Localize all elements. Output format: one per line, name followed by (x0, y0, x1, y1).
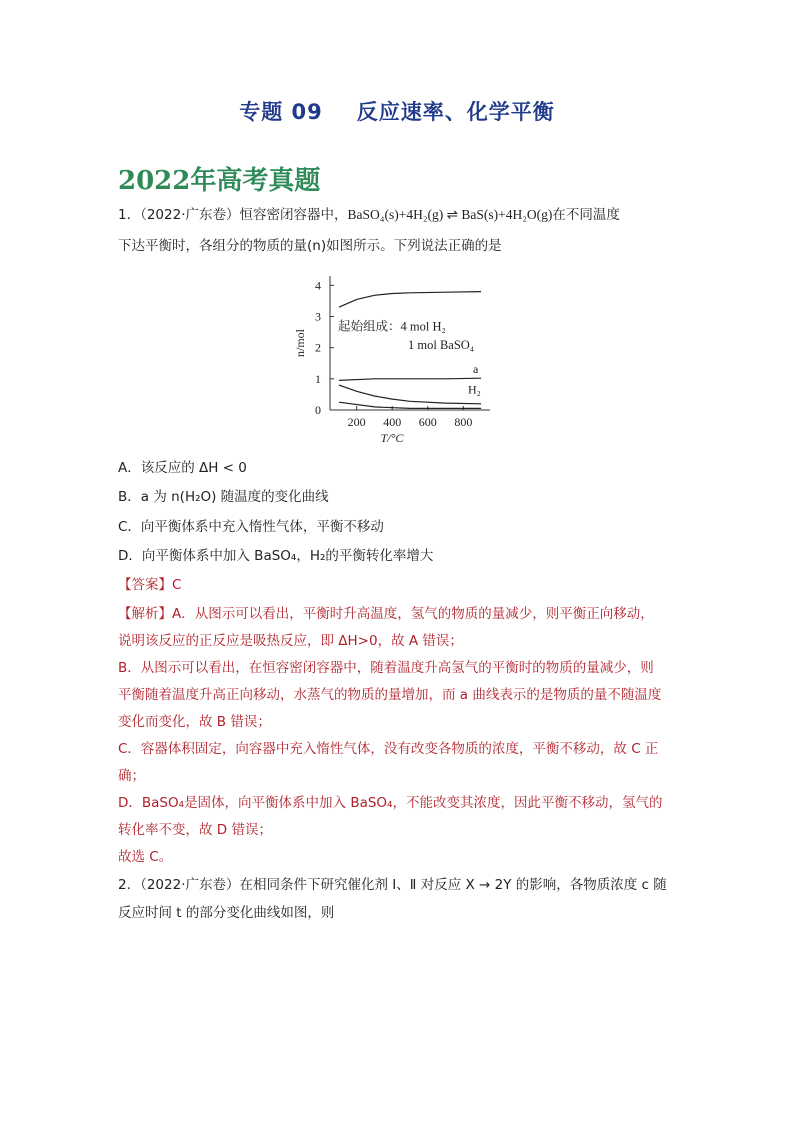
answer-value: C (172, 577, 182, 593)
x-tick-label: 400 (383, 415, 402, 429)
series-line-2 (339, 378, 481, 380)
y-tick-label: 4 (315, 278, 321, 293)
y-tick-label: 3 (315, 309, 321, 324)
x-tick-label: 800 (454, 415, 473, 429)
equilibrium-chart (290, 268, 510, 458)
q1-analysis-line-9: 转化率不变，故 D 错误； (118, 822, 272, 838)
chart-annotation-line-2: 1 mol BaSO₄ (408, 338, 475, 353)
title-topic-number: 专题 09 (239, 100, 323, 124)
q1-stem-suffix: 在不同温度 (552, 207, 620, 223)
q1-analysis-line-1 (118, 604, 654, 624)
y-tick-label: 0 (315, 403, 321, 417)
analysis-tag: 【解析】 (118, 606, 172, 622)
answer-tag: 【答案】 (118, 577, 172, 593)
q1-analysis-line-2: 说明该反应的正反应是吸热反应，即 ΔH>0，故 A 错误； (118, 633, 463, 649)
q1-analysis-line-3: B．从图示可以看出，在恒容密闭容器中，随着温度升高氢气的平衡时的物质的量减少，则 (118, 660, 654, 676)
page-title (0, 96, 794, 126)
q1-analysis-line-8: D．BaSO₄是固体，向平衡体系中加入 BaSO₄，不能改变其浓度，因此平衡不移动，氢气的 (118, 795, 663, 811)
q1-equation: BaSO₄(s)+4H₂(g) ⇌ BaS(s)+4H₂O(g) (347, 207, 553, 222)
series-line-1 (339, 292, 481, 308)
x-tick-label: 200 (347, 415, 366, 429)
q1-analysis-line-10: 故选 C。 (118, 849, 173, 865)
q2-stem-line-1: 2．（2022·广东卷）在相同条件下研究催化剂 Ⅰ、Ⅱ 对反应 X → 2Y 的影响，各物质浓度 c 随 (118, 877, 667, 893)
x-tick-label: 600 (418, 415, 437, 429)
analysis-text: A．从图示可以看出，平衡时升高温度，氢气的物质的量减少，则平衡正向移动， (172, 606, 654, 622)
q1-stem-line-2: 下达平衡时，各组分的物质的量(n)如图所示。下列说法正确的是 (118, 238, 502, 254)
q1-analysis-line-5: 变化而变化，故 B 错误； (118, 714, 271, 730)
q1-stem-prefix: 1．（2022·广东卷）恒容密闭容器中， (118, 207, 348, 223)
q1-answer (118, 575, 181, 595)
q1-option-d: D．向平衡体系中加入 BaSO₄，H₂的平衡转化率增大 (118, 548, 434, 564)
series-line-3 (339, 382, 481, 404)
x-axis-label: T/°C (380, 431, 404, 445)
q1-option-b: B．a 为 n(H₂O) 随温度的变化曲线 (118, 489, 329, 505)
q1-option-c: C．向平衡体系中充入惰性气体，平衡不移动 (118, 519, 384, 535)
y-axis-label: n/mol (293, 328, 307, 358)
series-label-a: a (473, 361, 479, 376)
q2-stem-line-2: 反应时间 t 的部分变化曲线如图，则 (118, 905, 335, 921)
series-label-h2: H₂ (468, 382, 481, 397)
q1-analysis-line-4: 平衡随着温度升高正向移动，水蒸气的物质的量增加，而 a 曲线表示的是物质的量不随温度 (118, 687, 662, 703)
q1-analysis-line-7: 确； (118, 768, 145, 784)
chart-annotation-line-1: 起始组成：4 mol H₂ (338, 319, 446, 334)
section-heading: 2022年高考真题 (118, 166, 321, 196)
q1-analysis-line-6: C．容器体积固定，向容器中充入惰性气体，没有改变各物质的浓度，平衡不移动，故 C 正 (118, 741, 659, 757)
q1-stem-line-1 (118, 205, 620, 225)
y-tick-label: 1 (315, 371, 321, 386)
title-topic-name: 反应速率、化学平衡 (356, 100, 555, 124)
q1-option-a: A．该反应的 ΔH < 0 (118, 460, 247, 476)
y-tick-label: 2 (315, 340, 321, 355)
